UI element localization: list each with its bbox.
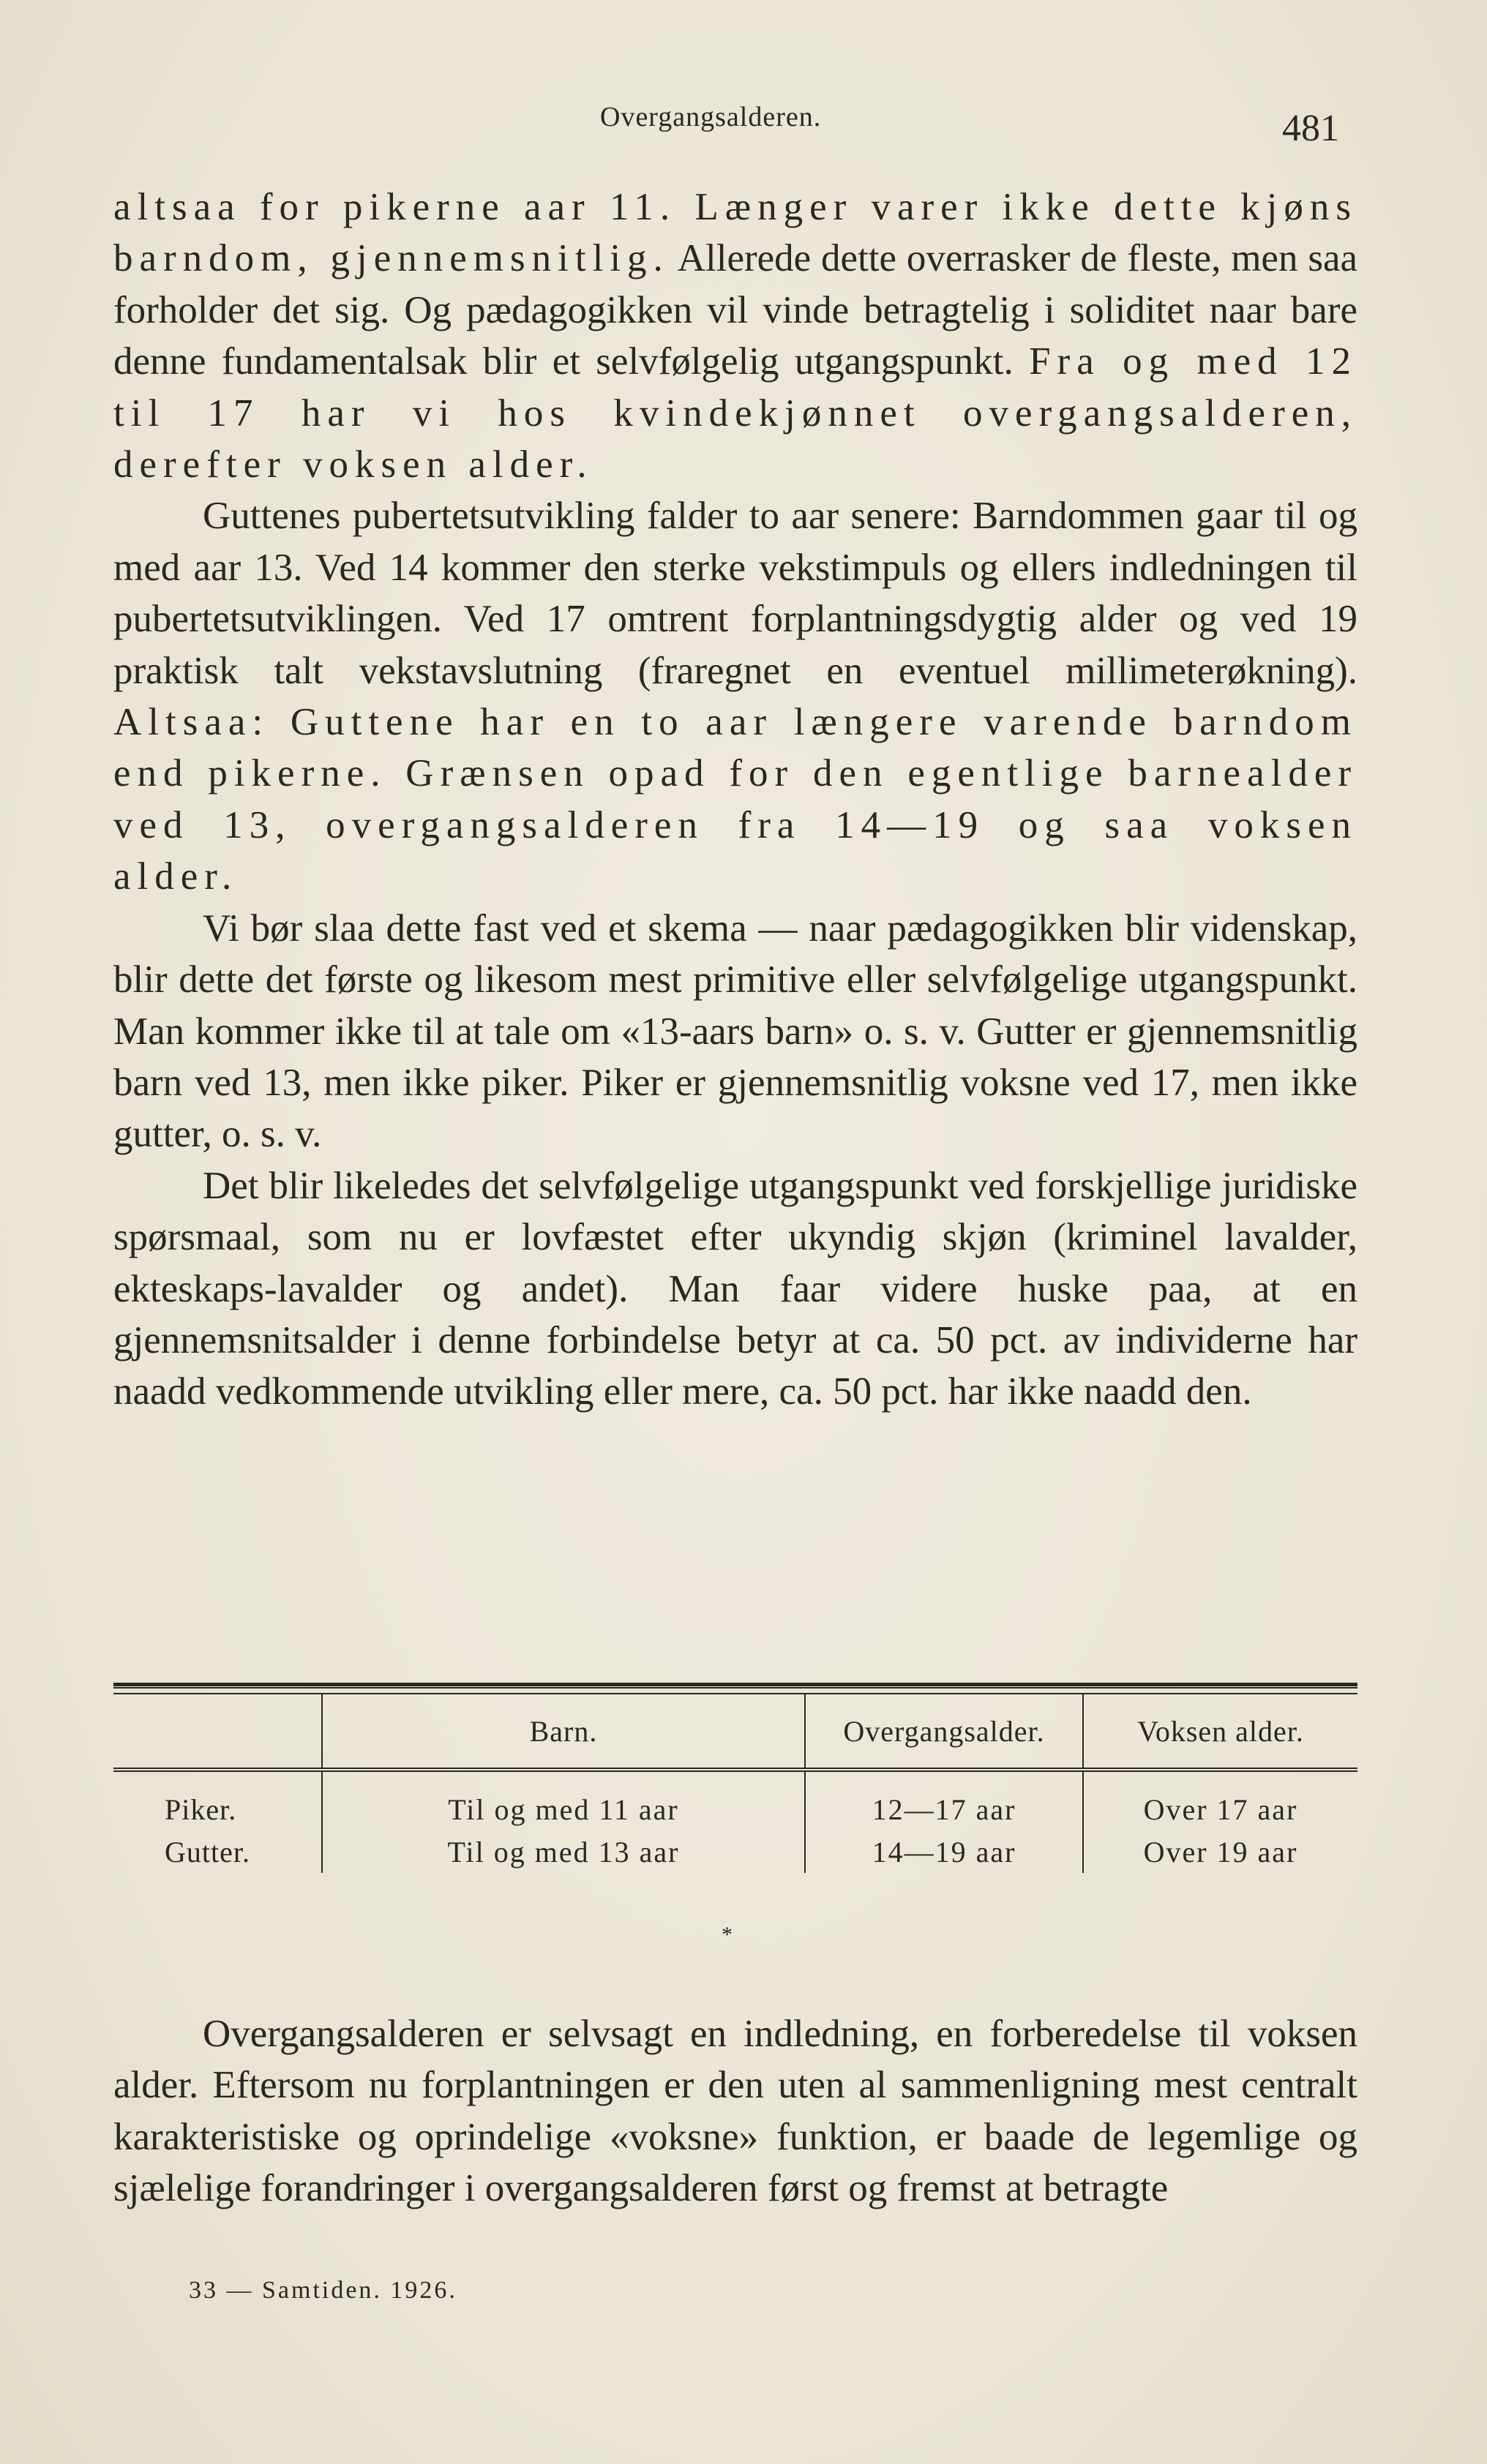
age-schema-table bbox=[113, 1683, 1357, 1873]
paragraph-3: Vi bør slaa dette fast ved et skema — naar pædagogikken blir videnskap, blir dette det første og likesom mest primitive eller selvfølgelige utgangspunkt. Man kommer ikke til at tale om «13-aars barn» o. s. v. Gutter er gjennemsnitlig barn ved 13, men ikke piker. Piker er gjennemsnitlig voksne ved 17, men ikke gutter, o. s. v. bbox=[113, 906, 1357, 1156]
paragraph-1 bbox=[113, 181, 1357, 490]
paragraph-4: Det blir likeledes det selvfølgelige utgangspunkt ved forskjellige juridiske spørsmaal, som nu er lovfæstet efter ukyndig skjøn (kriminel lavalder, ekteskaps-lavalder og andet). Man faar videre huske paa, at en gjennemsnitsalder i denne forbindelse betyr at ca. 50 pct. av individerne har naadd vedkommende utvikling eller mere, ca. 50 pct. har ikke naadd den. bbox=[113, 1164, 1357, 1413]
cell-overgangsalder: 14—19 aar bbox=[805, 1830, 1083, 1873]
body-text-continued bbox=[113, 2008, 1357, 2215]
row-label: Gutter. bbox=[165, 1835, 250, 1868]
running-head: Overgangsalderen. bbox=[600, 102, 822, 132]
spaced-text: Altsaa: Guttene har en to aar længere varende barndom end pikerne. Grænsen opad for den egentlige barnealder ved 13, overgangsalderen fra 14—19 og saa voksen alder. bbox=[113, 701, 1357, 898]
paragraph-2 bbox=[113, 490, 1357, 902]
table-header-overgangsalder: Overgangsalder. bbox=[805, 1694, 1083, 1770]
table-header-voksen-alder: Voksen alder. bbox=[1083, 1694, 1357, 1770]
page-number: 481 bbox=[1282, 108, 1339, 149]
cell-voksen-alder: Over 19 aar bbox=[1083, 1830, 1357, 1873]
paragraph-text: Allerede dette overrasker de fleste, men saa forholder det sig. Og pædagogikken vil vinde betragtelig i soliditet naar bare denne fundamentalsak blir et selvfølgelig utgangspunkt. bbox=[113, 237, 1357, 383]
table-header-stub bbox=[113, 1694, 322, 1770]
section-break-asterisk: * bbox=[722, 1923, 733, 1947]
footer-signature: 33 — Samtiden. 1926. bbox=[189, 2277, 457, 2304]
table-row bbox=[113, 1770, 1357, 1830]
cell-voksen-alder: Over 17 aar bbox=[1083, 1770, 1357, 1830]
table-row bbox=[113, 1830, 1357, 1873]
cell-barn: Til og med 13 aar bbox=[322, 1830, 805, 1873]
paragraph-text: Guttenes pubertetsutvikling falder to aar senere: Barndommen gaar til og med aar 13. Ved 14 kommer den sterke vekstimpuls og ellers indledningen til pubertetsutviklingen. Ved 17 omtrent forplantningsdygtig alder og ved 19 praktisk talt vekstavslutning (fraregnet en eventuel millimeterøkning). bbox=[113, 495, 1357, 692]
table-top-double-rule bbox=[113, 1687, 1357, 1694]
body-text bbox=[113, 181, 1357, 1418]
table-top-rule bbox=[113, 1683, 1357, 1686]
cell-barn: Til og med 11 aar bbox=[322, 1770, 805, 1830]
schema-table bbox=[113, 1694, 1357, 1873]
cell-overgangsalder: 12—17 aar bbox=[805, 1770, 1083, 1830]
table-header-barn: Barn. bbox=[322, 1694, 805, 1770]
row-label: Piker. bbox=[165, 1792, 237, 1826]
spaced-text: altsaa for pikerne aar 11. Længer varer ikke dette kjøns barndom, gjennemsnitlig. bbox=[113, 186, 1357, 280]
spaced-text: Fra og med 12 til 17 har vi hos kvindekjønnet overgangsalderen, derefter voksen alder. bbox=[113, 340, 1358, 487]
paragraph-5: Overgangsalderen er selvsagt en indledning, en forberedelse til voksen alder. Eftersom nu forplantningen er den uten al sammenligning mest centralt karakteristiske og oprindelige «voksne» funktion, er baade de legemlige og sjælelige forandringer i overgangsalderen først og fremst at betragte bbox=[113, 2013, 1357, 2210]
table-header-row bbox=[113, 1694, 1357, 1770]
